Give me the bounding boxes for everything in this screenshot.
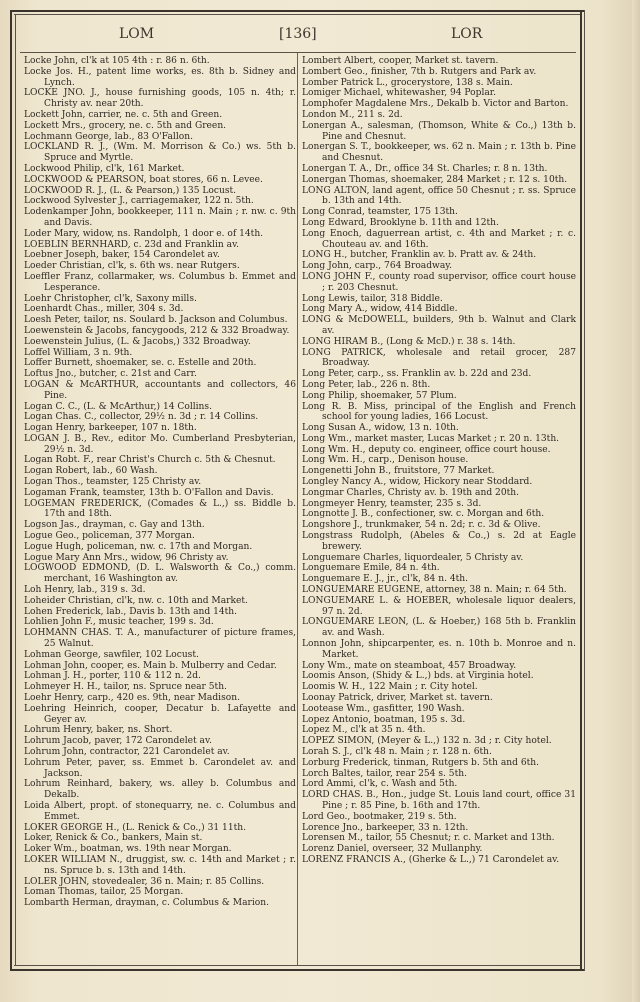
directory-entry: LONG H., butcher, Franklin av. b. Pratt av. & 24th. — [302, 250, 537, 261]
left-guide-word: LOM — [119, 25, 155, 42]
directory-entry: LONGUEMARE L. & HOEBER, wholesale liquor dealers, 97 n. 2d. — [302, 595, 576, 617]
directory-entry: Long John, carp., 764 Broadway. — [302, 261, 453, 272]
directory-entry: Logan Chas. C., collector, 29½ n. 3d ; r. 14 Collins. — [24, 412, 259, 423]
directory-entry: Lorensen M., tailor, 55 Chesnut; r. c. Market and 13th. — [302, 833, 555, 844]
directory-entry: Loehring Heinrich, cooper, Decatur b. Lafayette and Geyer av. — [24, 703, 296, 725]
directory-entry: Lonnon John, shipcarpenter, es. n. 10th b. Monroe and n. Market. — [302, 639, 576, 660]
directory-entry: LOCKLAND R. J., (Wm. M. Morrison & Co.) ws. 5th b. Spruce and Myrtle. — [24, 142, 296, 164]
directory-entry: Lorah S. J., cl'k 48 n. Main ; r. 128 n. 6th. — [302, 747, 492, 757]
directory-entry: LONGUEMARE LEON, (L. & Hoeber,) 168 5th b. Franklin av. and Wash. — [302, 617, 576, 639]
directory-entry: Loker Wm., boatman, ws. 19th near Morgan. — [24, 844, 232, 855]
frame-border-left-inner — [15, 14, 16, 966]
directory-entry: Logue Hugh, policeman, nw. c. 17th and Morgan. — [24, 541, 253, 552]
directory-entry: Lohmeyer H. H., tailor, ns. Spruce near 5th. — [24, 682, 227, 693]
directory-entry: Longmeyer Henry, teamster, 235 s. 3d. — [302, 498, 482, 509]
directory-entry: LONG HIRAM B., (Long & McD.) r. 38 s. 14th. — [302, 336, 516, 347]
directory-entry: LOCKWOOD & PEARSON, boat stores, 66 n. Levee. — [24, 174, 263, 185]
directory-entry: LOHMANN CHAS. T. A., manufacturer of picture frames, 25 Walnut. — [24, 628, 296, 650]
directory-entry: Loeffler Franz, collarmaker, ws. Columbus b. Emmet and Lesperance. — [24, 271, 296, 293]
directory-entry: Loh Henry, lab., 319 s. 3d. — [24, 585, 146, 596]
directory-entry: Lochmann George, lab., 83 O'Fallon. — [24, 131, 193, 142]
directory-entry: Lohlien John F., music teacher, 199 s. 3d. — [24, 617, 214, 628]
directory-entry: Longmar Charles, Christy av. b. 19th and 20th. — [302, 487, 520, 498]
directory-entry: Loffel William, 3 n. 9th. — [24, 347, 133, 358]
frame-border-right-inner — [584, 10, 585, 971]
directory-entry: Longuemare Charles, liquordealer, 5 Christy av. — [302, 552, 524, 563]
directory-entry: Logan Robt. F., rear Christ's Church c. 5th & Chesnut. — [24, 455, 276, 466]
left-column — [24, 56, 296, 909]
directory-entry: Lockwood Philip, cl'k, 161 Market. — [24, 163, 185, 174]
directory-entry: Logan Robert, lab., 60 Wash. — [24, 466, 158, 477]
directory-entry: Loftus Jno., butcher, c. 21st and Carr. — [24, 369, 197, 380]
directory-entry: Lockett Mrs., grocery, ne. c. 5th and Green. — [24, 120, 227, 131]
right-column — [302, 56, 576, 866]
directory-entry: Lohman John, cooper, es. Main b. Mulberry and Cedar. — [24, 660, 277, 671]
right-guide-word: LOR — [451, 25, 483, 42]
directory-entry: Longley Nancy A., widow, Hickory near Stoddard. — [302, 477, 533, 488]
directory-entry: Lomber Patrick L., grocerystore, 138 s. Main. — [302, 77, 513, 88]
directory-entry: London M., 211 s. 2d. — [302, 109, 403, 120]
directory-entry: Lonergan S. T., bookkeeper, ws. 62 n. Main ; r. 13th b. Pine and Chesnut. — [302, 142, 576, 164]
directory-entry: Long Mary A., widow, 414 Biddle. — [302, 304, 458, 315]
directory-entry: Loehr Christopher, cl'k, Saxony mills. — [24, 293, 197, 304]
directory-entry: LOCKE JNO. J., house furnishing goods, 105 n. 4th; r. Christy av. near 20th. — [24, 88, 296, 110]
directory-entry: Lopez M., cl'k at 35 n. 4th. — [302, 725, 426, 736]
header-rule — [20, 52, 576, 53]
directory-entry: Lomphofer Magdalene Mrs., Dekalb b. Victor and Barton. — [302, 99, 569, 110]
directory-entry: Lodenkamper John, bookkeeper, 111 n. Main ; r. nw. c. 9th and Davis. — [24, 207, 296, 228]
directory-entry: Lonergan T. A., Dr., office 34 St. Charles; r. 8 n. 13th. — [302, 163, 548, 174]
directory-entry: Loewenstein Julius, (L. & Jacobs,) 332 Broadway. — [24, 336, 251, 347]
directory-entry: LONG & McDOWELL, builders, 9th b. Walnut and Clark av. — [302, 315, 576, 336]
page-edge — [632, 0, 640, 1002]
directory-entry: Lonergan A., salesman, (Thomson, White & Co.,) 13th b. Pine and Chesnut. — [302, 120, 576, 142]
directory-entry: Lorch Baltes, tailor, rear 254 s. 5th. — [302, 768, 467, 779]
directory-entry: LORD CHAS. B., Hon., judge St. Louis land court, office 31 Pine ; r. 85 Pine, b. 16th and 17th. — [302, 790, 576, 811]
directory-entry: Longstrass Rudolph, (Abeles & Co.,) s. 2d at Eagle brewery. — [302, 531, 576, 552]
directory-entry: Long Peter, carp., ss. Franklin av. b. 22d and 23d. — [302, 369, 532, 380]
directory-entry: LOCKWOOD R. J., (L. & Pearson,) 135 Locust. — [24, 185, 237, 196]
directory-entry: Long Wm. H., deputy co. engineer, office court house. — [302, 444, 551, 455]
directory-entry: Logan Thos., teamster, 125 Christy av. — [24, 477, 202, 488]
directory-entry: Loewenstein & Jacobs, fancygoods, 212 & 332 Broadway. — [24, 325, 290, 336]
directory-entry: Locke John, cl'k at 105 4th : r. 86 n. 6th. — [24, 56, 210, 66]
directory-entry: Long Lewis, tailor, 318 Biddle. — [302, 293, 443, 304]
directory-entry: Locke Jos. H., patent lime works, es. 8th b. Sidney and Lynch. — [24, 66, 296, 88]
directory-entry: Long R. B. Miss, principal of the English and French school for young ladies, 166 Locust. — [302, 401, 576, 423]
directory-entry: Lorenz Daniel, overseer, 32 Mullanphy. — [302, 844, 483, 855]
directory-entry: Long Enoch, daguerrean artist, c. 4th and Market ; r. c. Chouteau av. and 16th. — [302, 228, 576, 250]
directory-entry: Lohrum Henry, baker, ns. Short. — [24, 725, 173, 736]
directory-entry: LOPEZ SIMON, (Meyer & L.,) 132 n. 3d ; r. City hotel. — [302, 736, 552, 747]
directory-entry: Long Peter, lab., 226 n. 8th. — [302, 379, 431, 390]
directory-entry: Lombert Geo., finisher, 7th b. Rutgers and Park av. — [302, 66, 537, 77]
directory-entry: LONG JOHN F., county road supervisor, office court house ; r. 203 Chesnut. — [302, 271, 576, 293]
frame-border-right — [580, 10, 582, 971]
directory-entry: Lockwood Sylvester J., carriagemaker, 122 n. 5th. — [24, 196, 254, 207]
directory-entry: Loman Thomas, tailor, 25 Morgan. — [24, 887, 184, 898]
directory-entry: Loehr Henry, carp., 420 es. 9th, near Madison. — [24, 693, 240, 704]
directory-entry: LOGAN J. B., Rev., editor Mo. Cumberland Presbyterian, 29½ n. 3d. — [24, 433, 296, 455]
directory-entry: Logan Henry, barkeeper, 107 n. 18th. — [24, 423, 197, 434]
running-header — [16, 15, 580, 52]
directory-entry: Lopez Antonio, boatman, 195 s. 3d. — [302, 714, 466, 725]
directory-entry: Long Conrad, teamster, 175 13th. — [302, 207, 458, 218]
directory-entry: Loonay Patrick, driver, Market st. tavern. — [302, 693, 493, 704]
frame-border-top — [10, 10, 585, 12]
directory-entry: Long Wm. H., carp., Denison house. — [302, 455, 469, 466]
directory-entry: LOEBLIN BERNHARD, c. 23d and Franklin av. — [24, 239, 240, 250]
directory-entry: Loomis Anson, (Shidy & L.,) bds. at Virginia hotel. — [302, 671, 534, 682]
directory-entry: Lomiger Michael, whitewasher, 94 Poplar. — [302, 88, 497, 99]
directory-entry: Lohman J. H., porter, 110 & 112 n. 2d. — [24, 671, 201, 682]
directory-entry: Lockett John, carrier, ne. c. 5th and Green. — [24, 109, 223, 120]
directory-entry: Loomis W. H., 122 Main ; r. City hotel. — [302, 682, 478, 693]
directory-entry: Lord Ammi, cl'k, c. Wash and 5th. — [302, 779, 458, 790]
directory-entry: Logaman Frank, teamster, 13th b. O'Fallon and Davis. — [24, 487, 274, 498]
directory-entry: Lombert Albert, cooper, Market st. tavern. — [302, 56, 499, 66]
directory-entry: Loheider Christian, cl'k, nw. c. 10th and Market. — [24, 595, 248, 606]
directory-entry: LOKER GEORGE H., (L. Renick & Co.,) 31 11th. — [24, 822, 247, 833]
directory-entry: Lohen Frederick, lab., Davis b. 13th and 14th. — [24, 606, 238, 617]
directory-entry: LONGUEMARE EUGENE, attorney, 38 n. Main; r. 64 5th. — [302, 585, 567, 596]
directory-entry: Lorence Jno., barkeeper, 33 n. 12th. — [302, 822, 469, 833]
frame-border-left — [10, 10, 12, 971]
directory-entry: Long Susan A., widow, 13 n. 10th. — [302, 423, 459, 434]
directory-entry: Longuemare Emile, 84 n. 4th. — [302, 563, 440, 574]
directory-entry: Lohrum John, contractor, 221 Carondelet av. — [24, 747, 230, 757]
directory-entry: LONG PATRICK, wholesale and retail grocer, 287 Broadway. — [302, 347, 576, 369]
directory-entry: LOGWOOD EDMOND, (D. L. Walsworth & Co.,) comm. merchant, 16 Washington av. — [24, 563, 296, 585]
column-divider — [297, 53, 298, 965]
directory-entry: Long Philip, shoemaker, 57 Plum. — [302, 390, 457, 401]
directory-entry: Logue Mary Ann Mrs., widow, 96 Christy av. — [24, 552, 229, 563]
directory-entry: Longnotte J. B., confectioner, sw. c. Morgan and 6th. — [302, 509, 545, 520]
directory-entry: LOLER JOHN, stovedealer, 36 n. Main; r. 85 Collins. — [24, 876, 265, 887]
frame-border-bottom-inner — [14, 965, 580, 966]
directory-entry: Lohman George, sawfiler, 102 Locust. — [24, 649, 199, 660]
directory-entry: Lonergan Thomas, shoemaker, 284 Market ; r. 12 s. 10th. — [302, 174, 568, 185]
directory-entry: LOGAN & McARTHUR, accountants and collectors, 46 Pine. — [24, 379, 296, 401]
directory-entry: Loker, Renick & Co., bankers, Main st. — [24, 833, 203, 844]
directory-entry: Longuemare E. J., jr., cl'k, 84 n. 4th. — [302, 574, 469, 585]
directory-entry: Lombarth Herman, drayman, c. Columbus & Marion. — [24, 898, 270, 909]
directory-entry: Loder Mary, widow, ns. Randolph, 1 door e. of 14th. — [24, 228, 264, 239]
directory-entry: Lohrum Jacob, paver, 172 Carondelet av. — [24, 736, 212, 747]
directory-entry: Lootease Wm., gasfitter, 190 Wash. — [302, 703, 465, 714]
directory-entry: Logan C. C., (L. & McArthur,) 14 Collins. — [24, 401, 212, 412]
directory-entry: Loebner Joseph, baker, 154 Carondelet av. — [24, 250, 220, 261]
directory-entry: Loida Albert, propt. of stonequarry, ne. c. Columbus and Emmet. — [24, 800, 296, 822]
directory-entry: LORENZ FRANCIS A., (Gherke & L.,) 71 Carondelet av. — [302, 854, 560, 865]
directory-entry: Longshore J., trunkmaker, 54 n. 2d; r. c. 3d & Olive. — [302, 520, 541, 531]
directory-entry: Longenetti John B., fruitstore, 77 Market. — [302, 466, 495, 477]
directory-entry: Lord Geo., bootmaker, 219 s. 5th. — [302, 811, 457, 822]
directory-entry: Logue Geo., policeman, 377 Morgan. — [24, 531, 195, 542]
directory-entry: LOGEMAN FREDERICK, (Comades & L.,) ss. Biddle b. 17th and 18th. — [24, 498, 296, 520]
directory-entry: Loeder Christian, cl'k, s. 6th ws. near Rutgers. — [24, 261, 240, 272]
directory-entry: Lony Wm., mate on steamboat, 457 Broadway. — [302, 660, 517, 671]
directory-entry: Long Wm., market master, Lucas Market ; r. 20 n. 13th. — [302, 433, 560, 444]
directory-entry: Long Edward, Brooklyne b. 11th and 12th. — [302, 217, 499, 228]
directory-entry: Loffer Burnett, shoemaker, se. c. Estelle and 20th. — [24, 358, 257, 369]
directory-entry: Logson Jas., drayman, c. Gay and 13th. — [24, 520, 205, 531]
directory-entry: Loenhardt Chas., miller, 304 s. 3d. — [24, 304, 184, 315]
directory-entry: Loesh Peter, tailor, ns. Soulard b. Jackson and Columbus. — [24, 315, 288, 326]
directory-entry: Lohrum Reinhard, bakery, ws. alley b. Columbus and Dekalb. — [24, 779, 296, 801]
frame-border-bottom — [10, 969, 585, 971]
directory-entry: LONG ALTON, land agent, office 50 Chesnut ; r. ss. Spruce b. 13th and 14th. — [302, 185, 576, 207]
directory-entry: Lorburg Frederick, tinman, Rutgers b. 5th and 6th. — [302, 757, 540, 768]
page-number: [136] — [279, 25, 317, 42]
directory-entry: LOKER WILLIAM N., druggist, sw. c. 14th and Market ; r. ns. Spruce b. s. 13th and 14th. — [24, 854, 296, 876]
directory-entry: Lohrum Peter, paver, ss. Emmet b. Carondelet av. and Jackson. — [24, 757, 296, 779]
